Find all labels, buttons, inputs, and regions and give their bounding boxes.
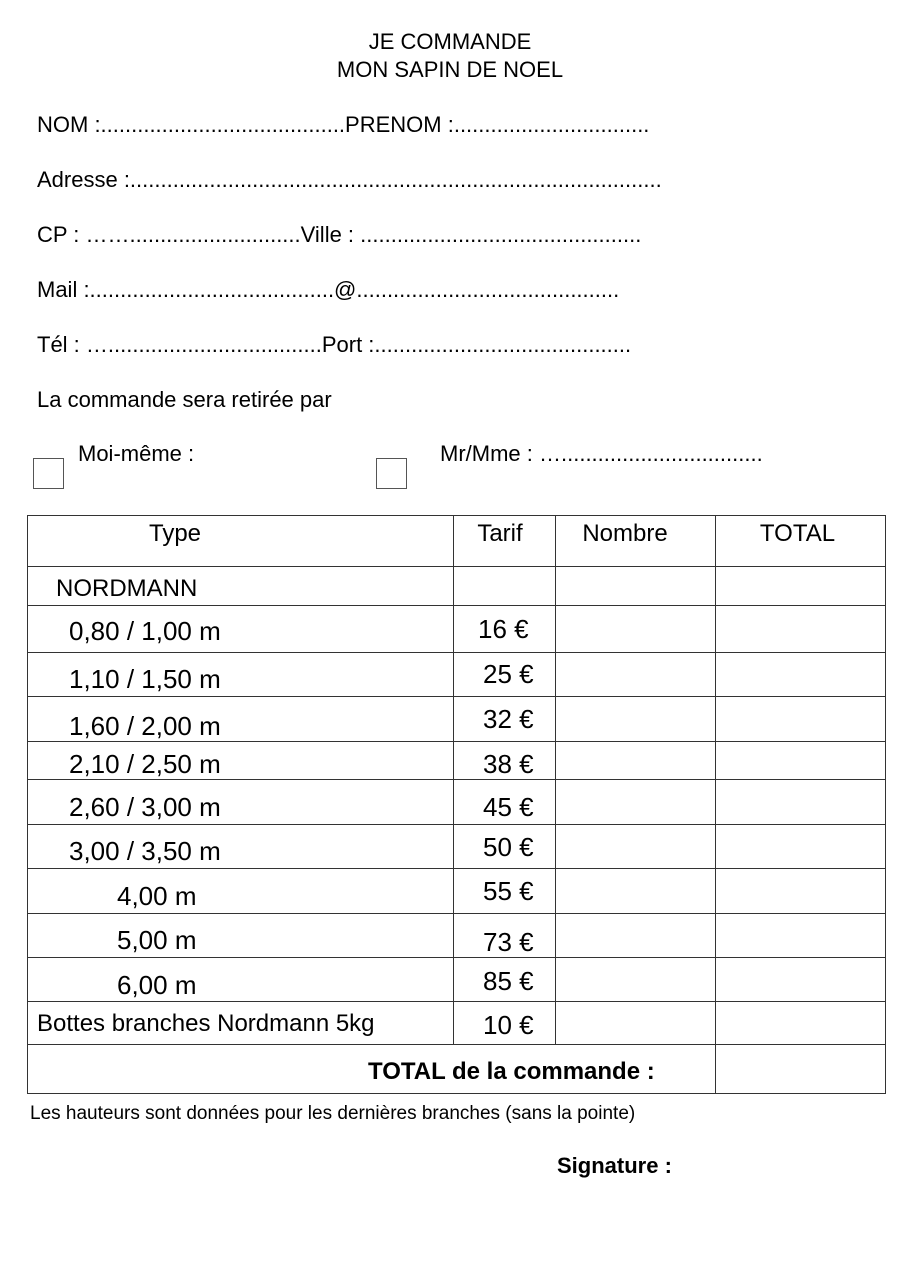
header-tarif: Tarif xyxy=(477,520,523,547)
mail-field[interactable]: Mail :........................................@........................................... xyxy=(37,277,620,302)
row-type: Bottes branches Nordmann 5kg xyxy=(37,1010,375,1037)
row-type: 3,00 / 3,50 m xyxy=(69,836,221,866)
row-tarif: 73 € xyxy=(483,927,534,957)
row-type: 6,00 m xyxy=(117,970,197,1000)
total-input[interactable] xyxy=(716,653,884,695)
nombre-input[interactable] xyxy=(556,825,714,867)
total-input[interactable] xyxy=(716,1002,884,1043)
total-commande-label: TOTAL de la commande : xyxy=(368,1058,655,1085)
total-input[interactable] xyxy=(716,780,884,823)
row-type: 4,00 m xyxy=(117,881,197,911)
tel-port-field[interactable]: Tél : …...................................Port :.......................................... xyxy=(37,332,632,357)
nombre-input[interactable] xyxy=(556,780,714,823)
total-input[interactable] xyxy=(716,697,884,740)
row-tarif: 25 € xyxy=(483,659,534,689)
row-tarif: 32 € xyxy=(483,704,534,734)
nombre-input[interactable] xyxy=(556,958,714,1000)
total-input[interactable] xyxy=(716,606,884,651)
nombre-input[interactable] xyxy=(556,606,714,651)
height-note: Les hauteurs sont données pour les dernières branches (sans la pointe) xyxy=(30,1103,636,1124)
row-type: 2,10 / 2,50 m xyxy=(69,749,221,779)
row-tarif: 38 € xyxy=(483,749,534,779)
header-nombre: Nombre xyxy=(582,520,668,547)
total-input[interactable] xyxy=(716,914,884,956)
header-type: Type xyxy=(148,520,202,547)
cp-ville-field[interactable]: CP : ……............................Ville : .............................................. xyxy=(37,222,642,247)
adresse-field[interactable]: Adresse :....................................................................................... xyxy=(37,167,662,192)
mr-mme-field[interactable]: Mr/Mme : …................................. xyxy=(440,441,763,466)
row-type: 0,80 / 1,00 m xyxy=(69,616,221,646)
retrait-label: La commande sera retirée par xyxy=(37,387,332,412)
nombre-input[interactable] xyxy=(556,869,714,912)
document-title-line2: MON SAPIN DE NOEL xyxy=(336,57,564,82)
signature-label: Signature : xyxy=(557,1153,672,1178)
order-table xyxy=(27,515,886,1094)
grand-total-input[interactable] xyxy=(716,1045,884,1092)
row-type: 2,60 / 3,00 m xyxy=(69,792,221,822)
moi-meme-label: Moi-même : xyxy=(78,441,195,466)
row-type: 5,00 m xyxy=(117,925,197,955)
row-tarif: 50 € xyxy=(483,832,534,862)
nombre-input[interactable] xyxy=(556,742,714,778)
row-tarif: 55 € xyxy=(483,876,534,906)
mr-mme-checkbox[interactable] xyxy=(376,458,407,489)
row-tarif: 10 € xyxy=(483,1010,534,1040)
header-total: TOTAL xyxy=(759,520,836,547)
total-input[interactable] xyxy=(716,742,884,778)
nombre-input[interactable] xyxy=(556,914,714,956)
nombre-input[interactable] xyxy=(556,1002,714,1043)
total-input[interactable] xyxy=(716,825,884,867)
row-tarif: 16 € xyxy=(478,614,529,644)
total-input[interactable] xyxy=(716,958,884,1000)
group-label-nordmann: NORDMANN xyxy=(56,575,198,602)
nombre-input[interactable] xyxy=(556,697,714,740)
document-title-line1: JE COMMANDE xyxy=(368,29,532,54)
row-type: 1,10 / 1,50 m xyxy=(69,664,221,694)
moi-meme-checkbox[interactable] xyxy=(33,458,64,489)
total-input[interactable] xyxy=(716,869,884,912)
row-tarif: 45 € xyxy=(483,792,534,822)
nombre-input[interactable] xyxy=(556,653,714,695)
row-type: 1,60 / 2,00 m xyxy=(69,711,221,741)
nom-prenom-field[interactable]: NOM :........................................PRENOM :................................ xyxy=(37,112,650,137)
row-tarif: 85 € xyxy=(483,966,534,996)
